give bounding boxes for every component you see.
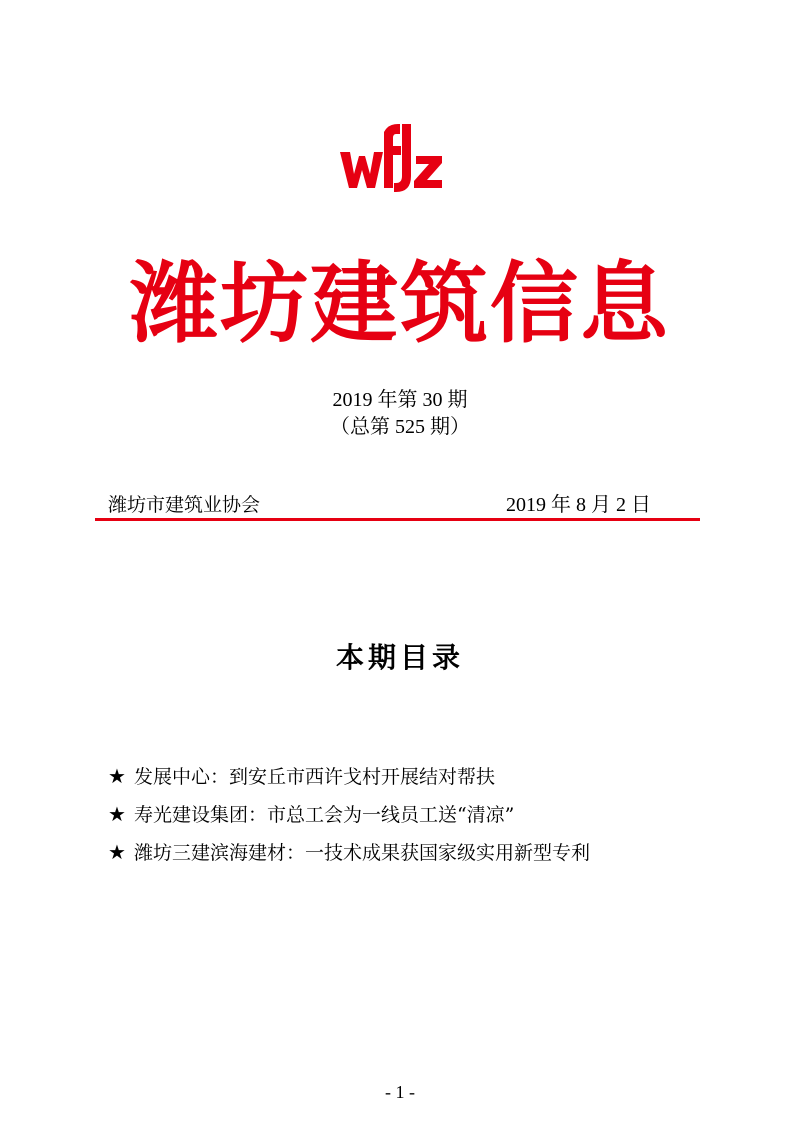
star-icon: ★ (108, 840, 126, 864)
masthead-title: 潍坊建筑信息 (129, 251, 670, 355)
toc-item-text: 潍坊三建滨海建材：一技术成果获国家级实用新型专利 (133, 842, 590, 864)
toc-list (108, 758, 590, 872)
star-icon: ★ (108, 764, 126, 788)
toc-title: 本期目录 (335, 641, 464, 674)
wfjz-logo (338, 122, 448, 194)
toc-item (108, 758, 590, 796)
star-icon: ★ (108, 802, 126, 826)
header-divider (95, 518, 700, 521)
toc-item-text: 寿光建设集团：市总工会为一线员工送“清凉” (133, 804, 515, 826)
total-issue-number: （总第 525 期） (330, 416, 470, 438)
publication-date: 2019 年 8 月 2 日 (506, 494, 651, 516)
toc-item (108, 834, 590, 872)
page-number: - 1 - (385, 1082, 415, 1102)
issue-number: 2019 年第 30 期 (332, 389, 468, 411)
publisher-organization: 潍坊市建筑业协会 (108, 494, 261, 516)
toc-item-text: 发展中心：到安丘市西许戈村开展结对帮扶 (133, 766, 495, 788)
toc-item (108, 796, 590, 834)
